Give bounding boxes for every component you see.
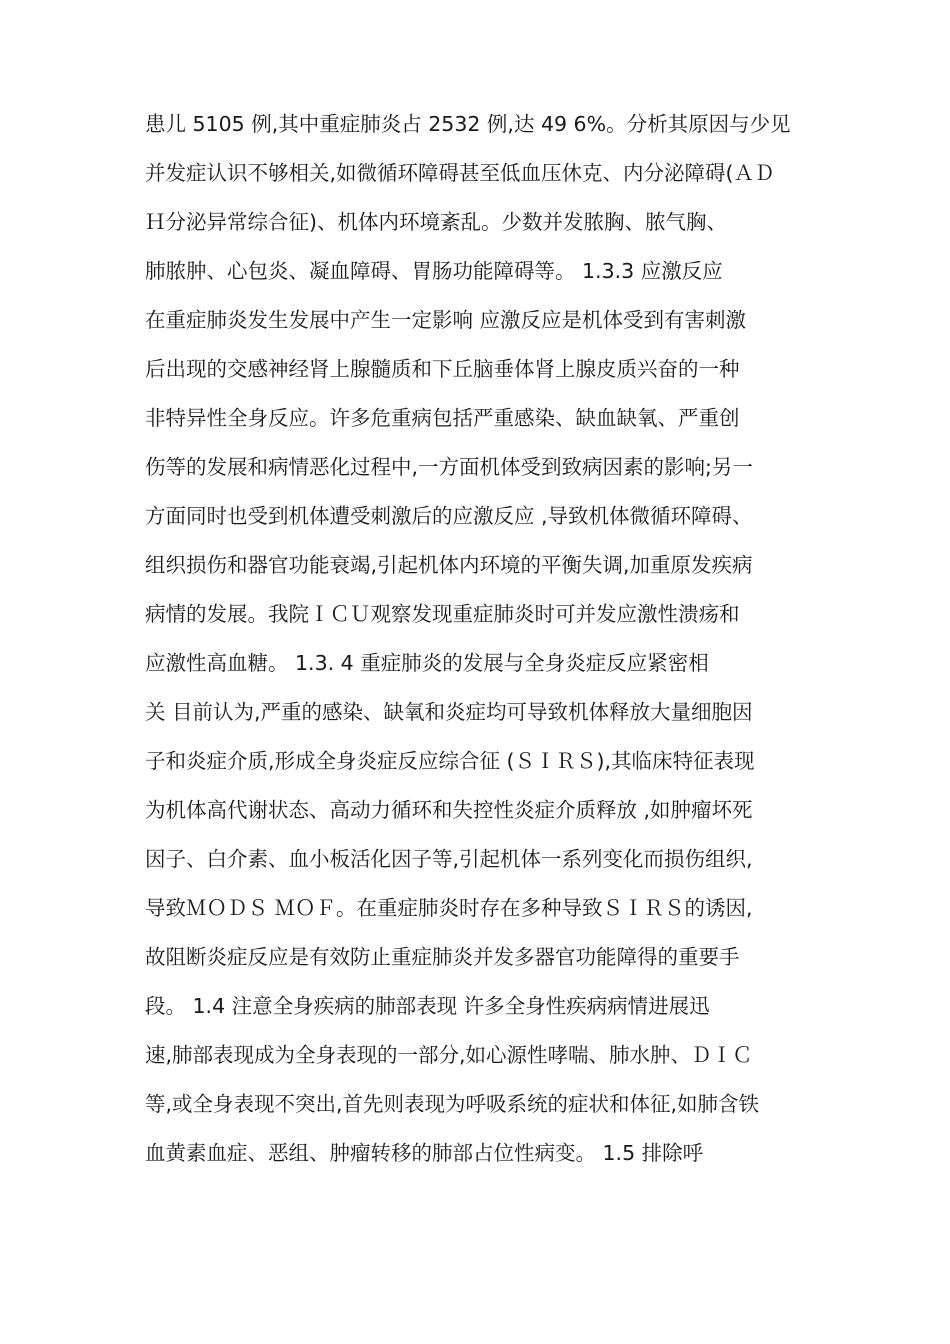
text-line: 段。 1.4 注意全身疾病的肺部表现 许多全身性疾病病情进展迅 (145, 994, 710, 1018)
text-line: 并发症认识不够相关,如微循环障碍甚至低血压休克、内分泌障碍(ＡＤ (145, 161, 775, 185)
text-line: 血黄素血症、恶组、肿瘤转移的肺部占位性病变。 1.5 排除呼 (145, 1141, 704, 1165)
text-line: 后出现的交感神经肾上腺髓质和下丘脑垂体肾上腺皮质兴奋的一种 (145, 357, 740, 381)
text-line: 病情的发展。我院ＩＣＵ观察发现重症肺炎时可并发应激性溃疡和 (145, 602, 740, 626)
text-line: 伤等的发展和病情恶化过程中,一方面机体受到致病因素的影响;另一 (145, 455, 753, 479)
text-line: 导致ＭＯＤＳ ＭＯＦ。在重症肺炎时存在多种导致ＳＩＲＳ的诱因, (145, 896, 753, 920)
text-line: 故阻断炎症反应是有效防止重症肺炎并发多器官功能障得的重要手 (145, 945, 740, 969)
text-line: 子和炎症介质,形成全身炎症反应综合征 (ＳＩＲＳ),其临床特征表现 (145, 749, 755, 773)
text-line: 在重症肺炎发生发展中产生一定影响 应激反应是机体受到有害刺激 (145, 308, 747, 332)
text-line: 为机体高代谢状态、高动力循环和失控性炎症介质释放 ,如肿瘤坏死 (145, 798, 753, 822)
text-line: 关 目前认为,严重的感染、缺氧和炎症均可导致机体释放大量细胞因 (145, 700, 753, 724)
text-line: 因子、白介素、血小板活化因子等,引起机体一系列变化而损伤组织, (145, 847, 753, 871)
text-line: 组织损伤和器官功能衰竭,引起机体内环境的平衡失调,加重原发疾病 (145, 553, 753, 577)
text-line: 等,或全身表现不突出,首先则表现为呼吸系统的症状和体征,如肺含铁 (145, 1092, 760, 1116)
text-line: 患儿 5105 例,其中重症肺炎占 2532 例,达 49 6%。分析其原因与少见 (145, 112, 791, 136)
text-line: Ｈ分泌异常综合征)、机体内环境紊乱。少数并发脓胸、脓气胸、 (145, 210, 727, 234)
text-line: 速,肺部表现成为全身表现的一部分,如心源性哮喘、肺水肿、ＤＩＣ (145, 1043, 753, 1067)
text-line: 肺脓肿、心包炎、凝血障碍、胃肠功能障碍等。 1.3.3 应激反应 (145, 259, 723, 283)
text-line: 应激性高血糖。 1.3. 4 重症肺炎的发展与全身炎症反应紧密相 (145, 651, 709, 675)
text-line: 方面同时也受到机体遭受刺激后的应激反应 ,导致机体微循环障碍、 (145, 504, 753, 528)
text-line: 非特异性全身反应。许多危重病包括严重感染、缺血缺氧、严重创 (145, 406, 740, 430)
body-text (145, 100, 810, 1178)
